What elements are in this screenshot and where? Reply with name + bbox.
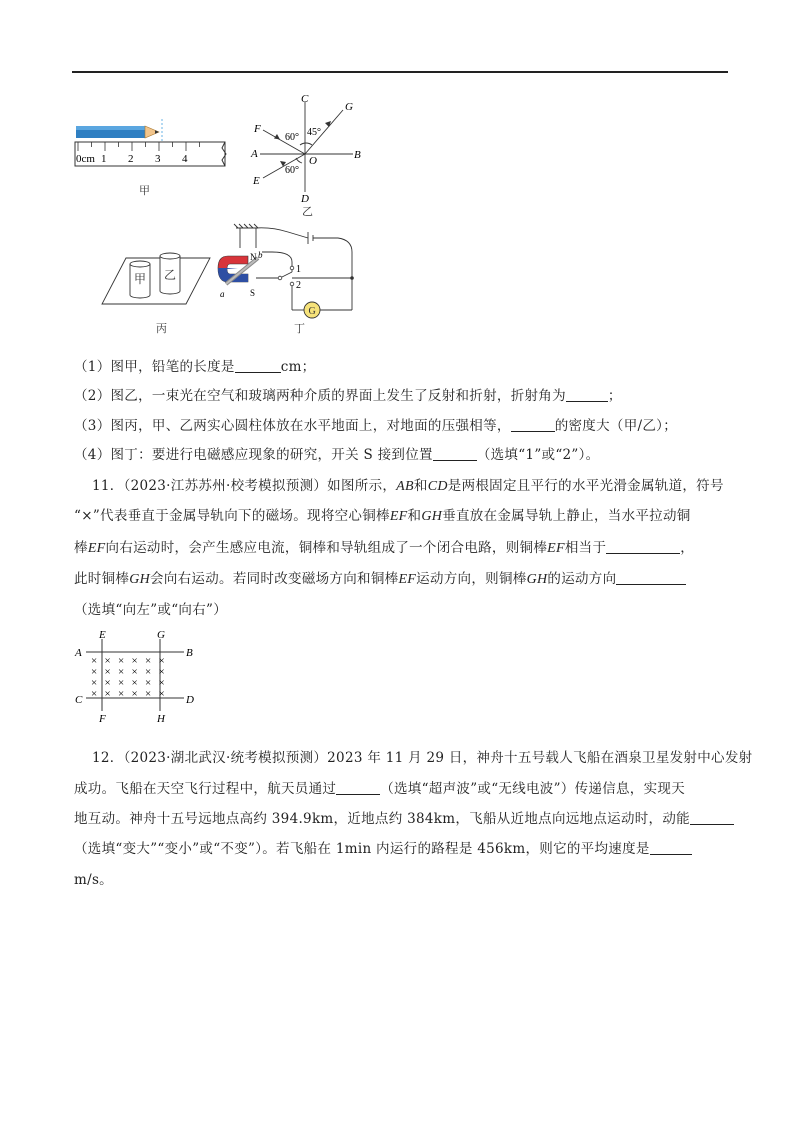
question-10-3 xyxy=(74,417,677,435)
field-cross-mark: × xyxy=(131,655,138,667)
answer-blank[interactable] xyxy=(606,540,680,554)
point-label: A xyxy=(251,148,258,160)
question-text: cm； xyxy=(280,359,316,375)
rail-name: AB xyxy=(396,479,414,494)
rail-name: CD xyxy=(427,479,448,494)
question-11-line-3 xyxy=(74,539,694,558)
switch-position-label: 2 xyxy=(296,280,301,291)
rod-name: EF xyxy=(389,509,408,524)
figure-yi-light-diagram xyxy=(245,92,370,207)
question-text: 成功。飞船在天空飞行过程中，航天员通过 xyxy=(74,781,337,797)
question-12-line-5 xyxy=(74,871,113,889)
field-cross-mark: × xyxy=(145,666,152,678)
point-label: F xyxy=(254,123,261,135)
ruler-tick-label: 2 xyxy=(128,153,134,165)
question-11-line-1 xyxy=(92,477,724,496)
field-cross-mark: × xyxy=(158,655,165,667)
question-text: （1）图甲，铅笔的长度是 xyxy=(74,359,235,375)
figure-ding-caption: 丁 xyxy=(294,322,305,335)
field-cross-mark: × xyxy=(145,688,152,700)
rail-end-label: C xyxy=(75,694,83,706)
rod-end-label: H xyxy=(157,713,165,725)
field-cross-mark: × xyxy=(158,666,165,678)
point-label: D xyxy=(301,193,309,205)
induction-circuit-drawing xyxy=(212,222,362,327)
refraction-drawing xyxy=(245,92,370,207)
question-text: 会向右运动。若同时改变磁场方向和铜棒 xyxy=(150,571,399,587)
rod-end-label: F xyxy=(99,713,106,725)
question-11-line-4 xyxy=(74,570,686,589)
question-12-line-2 xyxy=(74,780,685,798)
field-cross-mark: × xyxy=(131,677,138,689)
question-text: 地互动。神舟十五号远地点高约 394.9km，近地点约 384km，飞船从近地点向远地点运动时，动能 xyxy=(74,811,690,827)
question-text: （选填“1”或“2”）。 xyxy=(476,447,600,463)
question-text: 的运动方向 xyxy=(547,571,617,587)
point-label: G xyxy=(345,101,353,113)
magnet-pole-label: S xyxy=(250,288,256,298)
field-cross-mark: × xyxy=(91,688,98,700)
answer-blank[interactable] xyxy=(650,841,692,855)
field-cross-mark: × xyxy=(91,666,98,678)
field-cross-mark: × xyxy=(145,677,152,689)
rod-name: GH xyxy=(421,509,443,524)
field-cross-mark: × xyxy=(104,688,111,700)
rod-name: GH xyxy=(526,572,548,587)
pencil-ruler-drawing xyxy=(70,115,230,170)
rail-end-label: D xyxy=(186,694,194,706)
question-text: 棒 xyxy=(74,540,88,556)
header-rule xyxy=(72,71,728,73)
question-text: m/s。 xyxy=(74,872,113,888)
question-text: （选填“向左”或“向右”） xyxy=(74,602,228,618)
question-text: 向右运动时，会产生感应电流，铜棒和导轨组成了一个闭合电路，则铜棒 xyxy=(105,540,548,556)
field-cross-mark: × xyxy=(158,677,165,689)
angle-label: 45° xyxy=(307,127,321,138)
figure-jia-pencil-ruler xyxy=(70,115,230,170)
question-12-line-4 xyxy=(74,840,692,858)
switch-position-label: 1 xyxy=(296,264,301,275)
question-text: （选填“变大”“变小”或“不变”）。若飞船在 1min 内运行的路程是 456km，则它的平均速度是 xyxy=(74,841,650,857)
rod-name: EF xyxy=(87,541,106,556)
figure-ding-induction-circuit xyxy=(212,222,362,327)
question-12-line-1 xyxy=(92,749,752,767)
field-cross-mark: × xyxy=(131,666,138,678)
question-text: 11．（2023·江苏苏州·校考模拟预测）如图所示， xyxy=(92,478,397,494)
question-11-line-2 xyxy=(74,507,691,526)
question-11-line-5 xyxy=(74,601,227,619)
question-text: 此时铜棒 xyxy=(74,571,130,587)
field-cross-mark: × xyxy=(104,655,111,667)
rod-name: EF xyxy=(547,541,565,556)
field-cross-mark: × xyxy=(118,666,125,678)
field-cross-mark: × xyxy=(104,677,111,689)
question-text: 运动方向，则铜棒 xyxy=(416,571,527,587)
question-text: 是两根固定且平行的水平光滑金属轨道，符号 xyxy=(447,478,724,494)
galvanometer-label: G xyxy=(308,306,316,317)
figure-jia-caption: 甲 xyxy=(139,184,150,197)
question-text: （4）图丁：要进行电磁感应现象的研究，开关 S 接到位置 xyxy=(74,447,433,463)
answer-blank[interactable] xyxy=(433,447,477,461)
ruler-tick-label: 1 xyxy=(101,153,107,165)
question-text: ， xyxy=(680,540,695,556)
field-cross-mark: × xyxy=(118,655,125,667)
figure-rails-magnetic-field xyxy=(74,625,204,729)
rod-end-label: a xyxy=(220,289,225,299)
field-cross-mark: × xyxy=(104,666,111,678)
point-label: B xyxy=(354,149,361,161)
cylinder-label: 甲 xyxy=(134,272,147,286)
question-10-4 xyxy=(74,446,599,464)
angle-label: 60° xyxy=(285,165,299,176)
rod-name: EF xyxy=(398,572,417,587)
rod-end-label: G xyxy=(157,629,165,641)
figure-bing-cylinders xyxy=(100,240,215,310)
field-cross-mark: × xyxy=(118,688,125,700)
question-text: （2）图乙，一束光在空气和玻璃两种介质的界面上发生了反射和折射，折射角为 xyxy=(74,388,566,404)
point-label: C xyxy=(301,93,309,105)
field-cross-mark: × xyxy=(91,655,98,667)
rod-name: GH xyxy=(129,572,151,587)
rail-end-label: B xyxy=(186,647,193,659)
answer-blank[interactable] xyxy=(690,811,734,825)
question-text: 12．（2023·湖北武汉·统考模拟预测）2023 年 11 月 29 日，神舟十五号载人飞船在酒泉卫星发射中心发射 xyxy=(92,750,753,766)
field-cross-mark: × xyxy=(118,677,125,689)
field-cross-mark: × xyxy=(131,688,138,700)
cylinders-drawing xyxy=(100,240,215,310)
ruler-unit-label: 0cm xyxy=(76,153,95,165)
question-text: 的密度大（甲/乙）； xyxy=(554,418,678,434)
figure-bing-caption: 丙 xyxy=(156,322,167,335)
answer-blank[interactable] xyxy=(566,388,608,402)
question-text: 和 xyxy=(407,508,422,524)
question-text: 垂直放在金属导轨上静止，当水平拉动铜 xyxy=(442,508,691,524)
rod-end-label: E xyxy=(99,629,106,641)
question-10-1 xyxy=(74,358,315,376)
question-text: “×”代表垂直于金属导轨向下的磁场。现将空心铜棒 xyxy=(74,508,390,524)
field-cross-mark: × xyxy=(158,688,165,700)
question-12-line-3 xyxy=(74,810,734,828)
field-cross-mark: × xyxy=(91,677,98,689)
rod-end-label: b xyxy=(258,250,263,260)
angle-label: 60° xyxy=(285,132,299,143)
rail-end-label: A xyxy=(75,647,82,659)
rails-drawing xyxy=(74,625,204,729)
question-text: （选填“超声波”或“无线电波”）传递信息，实现天 xyxy=(380,781,686,797)
question-text: （3）图丙，甲、乙两实心圆柱体放在水平地面上，对地面的压强相等， xyxy=(74,418,511,434)
point-label: O xyxy=(309,155,317,167)
magnet-pole-label: N xyxy=(250,252,257,262)
question-text: ； xyxy=(607,388,622,404)
field-cross-mark: × xyxy=(145,655,152,667)
answer-blank[interactable] xyxy=(511,418,555,432)
answer-blank[interactable] xyxy=(235,359,281,373)
question-text: 相当于 xyxy=(564,540,607,556)
point-label: E xyxy=(253,175,260,187)
answer-blank[interactable] xyxy=(616,571,686,585)
question-10-2 xyxy=(74,387,622,405)
figure-yi-caption: 乙 xyxy=(302,205,313,218)
answer-blank[interactable] xyxy=(336,781,380,795)
question-text: 和 xyxy=(413,478,428,494)
ruler-tick-label: 3 xyxy=(155,153,161,165)
cylinder-label: 乙 xyxy=(164,268,177,282)
ruler-tick-label: 4 xyxy=(182,153,188,165)
